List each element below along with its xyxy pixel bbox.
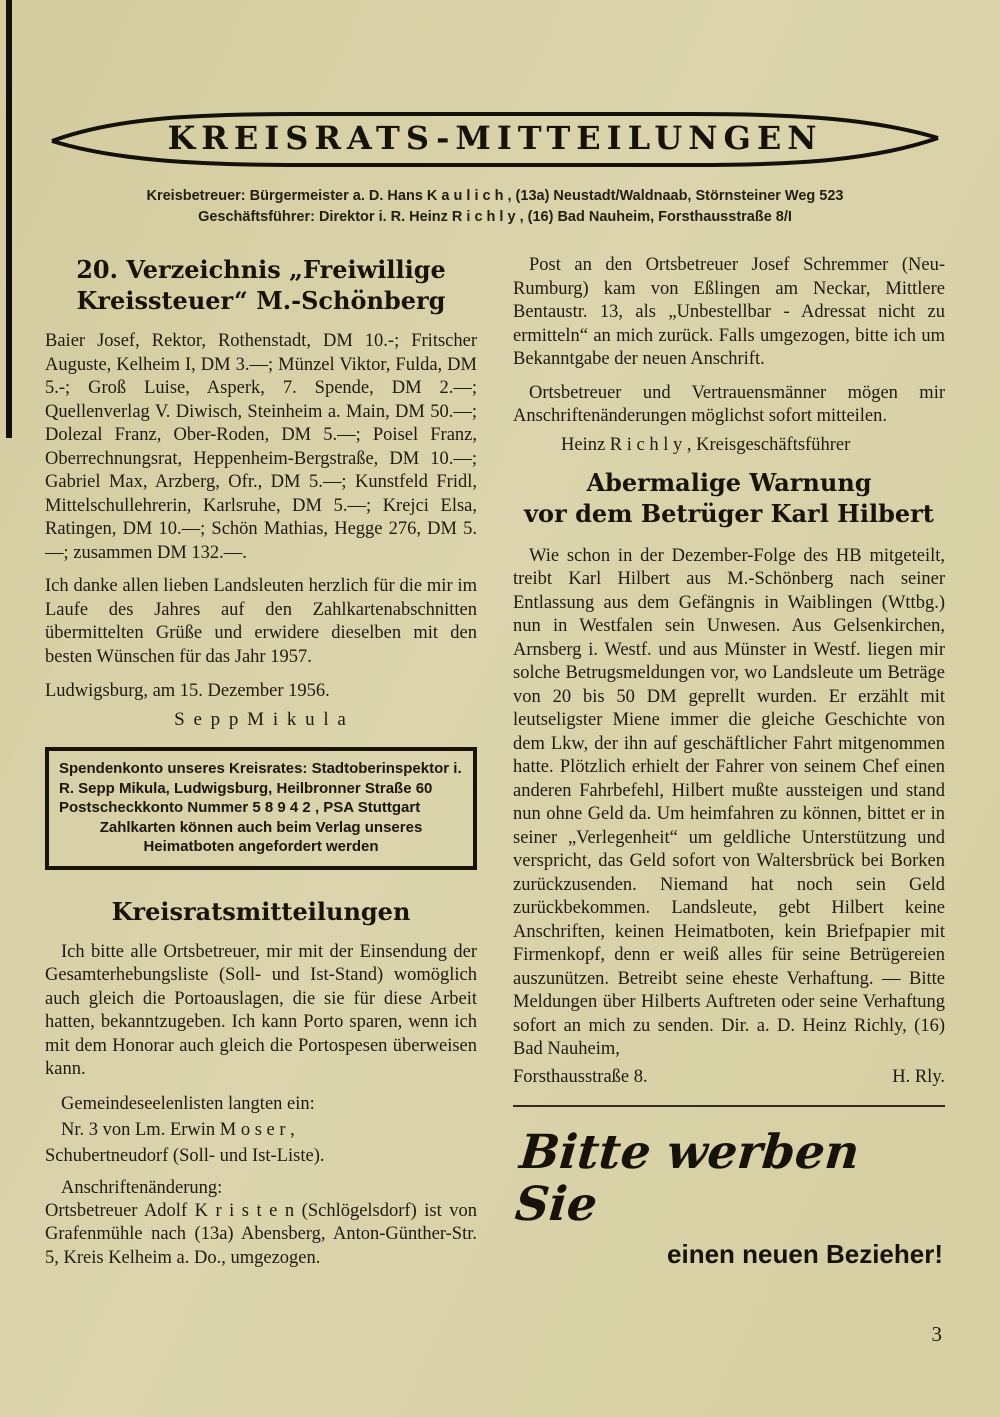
warnung-heading [513,467,945,529]
advert-script-line: Bitte werben Sie [512,1125,862,1232]
thanks-paragraph: Ich danke allen lieben Landsleuten herzlich für die mir im Laufe des Jahres auf den Zahlkartenabschnitten übermittelten Grüße und erwidere dieselben mit den besten Wünschen für das Jahr 1957. [45,576,477,667]
seelenlisten-intro: Gemeindeseelenlisten langten ein: [61,1093,315,1114]
masthead [45,108,945,228]
kreisratsmitteilungen-heading: Kreisratsmitteilungen [111,896,411,926]
warnung-body-paragraph: Wie schon in der Dezember-Folge des HB mitgeteilt, treibt Karl Hilbert aus M.-Schönberg nach seiner Entlassung aus dem Gefängnis in Waiblingen (Wttbg.) nun in Westfalen sein Unwesen. Aus Gelsenkirchen, Arnsberg i. Westf. und aus Münster in Westf. liegen mir solche Betrugsmeldungen vor, wo Landsleute um Beträge von 20 bis 50 DM geprellt wurden. Er erzählt mit leutseligster Miene immer die gleiche Geschichte von dem Lkw, der ihn auf geschäftlicher Fahrt mitgenommen hatte. Plötzlich erhielt der Fahrer von seinem Chef einen anderen Fahrbefehl, Hilbert mußte aussteigen und stand nun ohne Geld da. Um heimfahren zu können, bittet er in seiner „Verlegenheit“ um geldliche Unterstützung und verspricht, das Geld sofort von Waltersbrück bei Borken zurückzusenden. Niemand hat noch sein Geld zurückbekommen. Landsleute, gebt Hilbert keine Anschriften, keinen Heimatboten, kein Briefpapier mit Firmenkopf, denn er weiß alles für seine Betrügereien auszunützen. Betreibt seine eheste Verhaftung. — Bitte Meldungen über Hilberts Auftreten oder seine Verhaftung sofort an mich zu senden. Dir. a. D. Heinz Richly, (16) Bad Nauheim, [513,545,945,1059]
donation-box-lead-rest: Stadtoberinspektor i. R. Sepp Mikula, Ludwigsburg, Heilbronner Straße 60 [59,760,462,797]
donation-box-line1 [59,759,463,798]
masthead-banner [49,108,941,170]
donation-box-note: Zahlkarten können auch beim Verlag unseres Heimatboten angefordert werden [99,818,423,855]
dateline: Ludwigsburg, am 15. Dezember 1956. [45,681,330,701]
advert-sub-line: einen neuen Bezieher! [667,1239,943,1269]
porto-paragraph: Ich bitte alle Ortsbetreuer, mir mit der Einsendung der Gesamterhebungsliste (Soll- und Ist-Stand) womöglich auch gleich die Portoauslagen, die sie für diese Arbeit hatten, bekanntzugeben. Ich kann Porto sparen, wenn ich mit dem Honorar auch gleich die Portospesen überweisen kann. [45,941,477,1079]
scan-edge-mark [6,0,12,438]
verzeichnis-heading-line2: Kreissteuer“ M.-Schönberg [76,286,446,315]
donor-list-paragraph: Baier Josef, Rektor, Rothenstadt, DM 10.-; Fritscher Auguste, Kelheim I, DM 3.—; Münzel Viktor, Fulda, DM 5.-; Groß Luise, Asperk, 7. Spende, DM 2.—; Quellenverlag V. Diwisch, Steinheim a. Main, DM 50.—; Dolezal Franz, Ober-Roden, DM 5.—; Poisel Franz, Oberrechnungsrat, Heppenheim-Bergstraße, DM 10.—; Gabriel Max, Arzberg, Ofr., DM 5.—; Kunstfeld Fridl, Mittelschullehrerin, Karlsruhe, DM 5.—; Krejci Elsa, Ratingen, DM 10.—; Schön Mathias, Hegge 276, DM 5.—; zusammen DM 132.—. [45,331,477,563]
page-number: 3 [931,1322,942,1346]
subscription-advert [513,1105,945,1269]
seelenlisten-item2: Schubertneudorf (Soll- und Ist-Liste). [45,1145,325,1166]
masthead-officials [45,186,945,228]
warnung-heading-line1: Abermalige Warnung [586,467,872,497]
donation-box-lead: Spendenkonto unseres Kreisrates: [59,760,308,777]
donation-account-box [45,747,477,870]
kreisbetreuer-line: Kreisbetreuer: Bürgermeister a. D. Hans K a u l i c h , (13a) Neustadt/Waldnaab, Störnsteiner Weg 523 [146,188,844,204]
post-return-paragraph: Post an den Ortsbetreuer Josef Schremmer (Neu-Rumburg) kam von Eßlingen am Neckar, Mittlere Bentaustr. 13, als „Unbestellbar - Adressat nicht zu ermitteln“ an mich zurück. Falls umgezogen, bitte ich um Bekanntgabe der neuen Anschrift. [513,255,945,369]
warnung-closing-address: Forsthausstraße 8. [513,1066,648,1087]
warnung-closing-line [513,1066,945,1090]
warnung-heading-line2: vor dem Betrüger Karl Hilbert [524,498,934,528]
newsletter-title: KREISRATS-MITTEILUNGEN [167,119,823,157]
donation-box-account-line: Postscheckkonto Nummer 5 8 9 4 2 , PSA Stuttgart [59,799,421,816]
seelenlisten-item1: Nr. 3 von Lm. Erwin M o s e r , [61,1119,295,1140]
verzeichnis-heading-line1: 20. Verzeichnis „Freiwillige [76,255,446,284]
two-column-body [45,254,945,1274]
verzeichnis-heading [45,254,477,316]
left-column [45,254,477,1274]
right-column [513,254,945,1274]
signature-sepp-mikula: S e p p M i k u l a [174,709,348,730]
vertrauensmaenner-paragraph: Ortsbetreuer und Vertrauensmänner mögen mir Anschriftenänderungen möglichst sofort mitteilen. [513,382,945,426]
signature-heinz-richly: Heinz R i c h l y , Kreisgeschäftsführer [561,434,851,455]
anschrift-header: Anschriftenänderung: [61,1177,223,1198]
geschaeftsfuehrer-line: Geschäftsführer: Direktor i. R. Heinz R i c h l y , (16) Bad Nauheim, Forsthausstraße 8/I [198,209,792,225]
anschrift-paragraph: Ortsbetreuer Adolf K r i s t e n (Schlögelsdorf) ist von Grafenmühle nach (13a) Abensberg, Anton-Günther-Str. 5, Kreis Kelheim a. Do., umgezogen. [45,1200,477,1268]
warnung-closing-initials: H. Rly. [892,1066,945,1087]
